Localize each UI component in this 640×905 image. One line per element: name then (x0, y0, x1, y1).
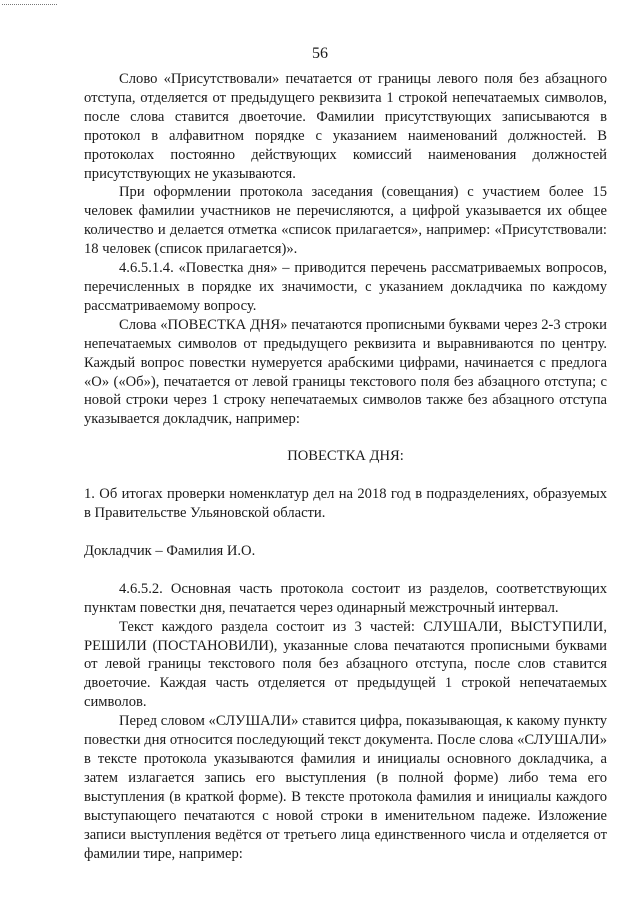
paragraph-present-word: Слово «Присутствовали» печатается от границы левого поля без абзацного отступа, отделяется от предыдущего реквизита 1 строкой непечатаемых символов, после слова ставится двоеточие. Фамилии присутствующих записываются в протокол в алфавитном порядке с указанием наименований должностей. В протоколах постоянно действующих комиссий наименования должностей присутствующих не указываются. (84, 71, 607, 182)
agenda-heading: ПОВЕСТКА ДНЯ: (287, 448, 404, 465)
paragraph-main-part: 4.6.5.2. Основная часть протокола состоит из разделов, соответствующих пунктам повестки дня, печатается через одинарный межстрочный интервал. (84, 580, 607, 616)
paragraph-sections: Текст каждого раздела состоит из 3 частей: СЛУШАЛИ, ВЫСТУПИЛИ, РЕШИЛИ (ПОСТАНОВИЛИ), указанные слова печатаются прописными буквами от левой границы текстового поля без абзацного отступа, после слов ставится двоеточие. Каждая часть отделяется от предыдущей 1 строкой непечатаемых символов. (84, 618, 607, 711)
paragraph-agenda-format: Слова «ПОВЕСТКА ДНЯ» печатаются прописными буквами через 2-3 строки непечатаемых символов от предыдущего реквизита и выравниваются по центру. Каждый вопрос повестки нумеруется арабскими цифрами, начинается с предлога «О» («Об»), печатается от левой границы текстового поля без абзацного отступа; с новой строки через 1 строку непечатаемых символов также без абзацного отступа указывается докладчик, например: (84, 316, 607, 428)
agenda-item: 1. Об итогах проверки номенклатур дел на 2018 год в подразделениях, образуемых в Правительстве Ульяновской области. (84, 486, 607, 522)
page-number: 56 (312, 45, 328, 62)
speaker-line: Докладчик – Фамилия И.О. (84, 542, 256, 559)
paragraph-large-meeting: При оформлении протокола заседания (совещания) с участием более 15 человек фамилии участников не перечисляются, а цифрой указывается их общее количество и делается отметка «список прилагается», например: «Присутствовали: 18 человек (список прилагается)». (84, 184, 607, 258)
document-body (84, 70, 607, 863)
scan-edge-mark (2, 4, 57, 6)
paragraph-agenda-definition: 4.6.5.1.4. «Повестка дня» – приводится перечень рассматриваемых вопросов, перечисленных в порядке их значимости, с указанием докладчика по каждому рассматриваемому вопросу. (84, 260, 607, 314)
paragraph-listened: Перед словом «СЛУШАЛИ» ставится цифра, показывающая, к какому пункту повестки дня относится последующий текст документа. После слова «СЛУШАЛИ» в тексте протокола указываются фамилия и инициалы основного докладчика, а затем излагается запись его выступления (в полной форме) либо тема его выступления (в краткой форме). В тексте протокола фамилия и инициалы каждого выступающего печатаются с новой строки в именительном падеже. Изложение записи выступления ведётся от третьего лица единственного числа и отделяется от фамилии тире, например: (84, 713, 607, 862)
